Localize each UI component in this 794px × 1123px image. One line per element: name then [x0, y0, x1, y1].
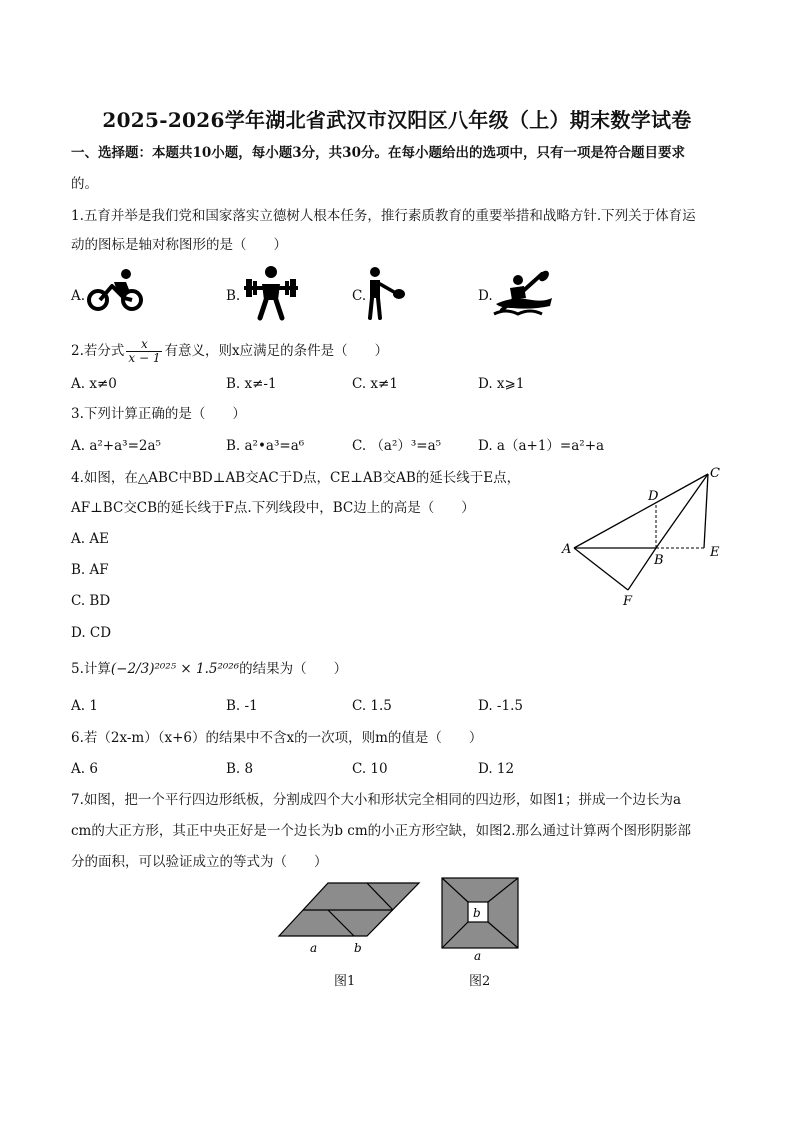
q1-option-a-label: A.: [71, 288, 86, 304]
q2-prefix: 2.若分式: [71, 343, 125, 359]
q1-option-d-label: D.: [478, 288, 493, 304]
q3-option-c: C. （a²）³=a⁵: [352, 438, 442, 454]
q5-option-d: D. -1.5: [478, 698, 523, 714]
q1-option-b-label: B.: [226, 288, 241, 304]
q4-option-c: C. BD: [71, 593, 111, 609]
section-heading-line2: 的。: [71, 176, 98, 192]
q5-stem: [71, 660, 347, 678]
q4-option-b: B. AF: [71, 562, 109, 578]
q4-option-d: D. CD: [71, 625, 112, 641]
weightlifter-icon: [242, 264, 300, 320]
kayaker-icon: [492, 270, 554, 316]
q4-label-f: F: [623, 594, 633, 609]
q2-option-d: D. x⩾1: [478, 376, 525, 392]
q4-label-a: A: [562, 542, 572, 557]
q1-option-c-label: C.: [352, 288, 367, 304]
q7-fig1-label-b: b: [354, 941, 362, 955]
q3-option-a: A. a²+a³=2a⁵: [71, 438, 161, 454]
q4-label-d: D: [648, 489, 659, 504]
q2-fraction-numerator: x: [126, 338, 162, 352]
q7-fig2-label-a: a: [474, 949, 482, 963]
q4-triangle-figure: [556, 462, 726, 612]
q2-option-c: C. x≠1: [352, 376, 398, 392]
q1-stem-line2: 动的图标是轴对称图形的是（ ）: [71, 237, 287, 253]
q3-option-d: D. a（a+1）=a²+a: [478, 438, 605, 454]
q7-figure2-square: [440, 876, 520, 962]
q4-label-c: C: [710, 466, 720, 481]
q4-label-e: E: [710, 545, 720, 560]
q7-fig1-label-a: a: [310, 941, 318, 955]
q4-stem-line2: AF⊥BC交CB的延长线于F点.下列线段中，BC边上的高是（ ）: [71, 500, 475, 516]
q7-figure1-parallelogram: [276, 880, 424, 956]
q5-option-c: C. 1.5: [352, 698, 392, 714]
q2-option-a: A. x≠0: [71, 376, 117, 392]
q7-stem-line3: 分的面积，可以验证成立的等式为（ ）: [71, 854, 328, 870]
q4-stem-line1: 4.如图，在△ABC中BD⊥AB交AC于D点，CE⊥AB交AB的延长线于E点，: [71, 470, 521, 486]
q3-stem: 3.下列计算正确的是（ ）: [71, 406, 246, 422]
q6-stem: 6.若（2x-m）（x+6）的结果中不含x的一次项，则m的值是（ ）: [71, 730, 483, 746]
q2-option-b: B. x≠-1: [226, 376, 277, 392]
q6-option-a: A. 6: [71, 761, 98, 777]
q2-fraction: [126, 338, 162, 365]
q5-expression: (−2/3)²⁰²⁵ × 1.5²⁰²⁶: [110, 661, 240, 677]
q2-suffix: 有意义，则x应满足的条件是（ ）: [164, 343, 389, 359]
cyclist-icon: [86, 268, 146, 314]
q5-prefix: 5.计算: [71, 661, 111, 677]
q6-option-c: C. 10: [352, 761, 388, 777]
q5-suffix: 的结果为（ ）: [239, 661, 348, 677]
pingpong-player-icon: [366, 266, 412, 320]
q1-stem-line1: 1.五育并举是我们党和国家落实立德树人根本任务，推行素质教育的重要举措和战略方针.下列关于体育运: [71, 208, 696, 224]
q2-stem: [71, 338, 388, 365]
q2-fraction-denominator: x − 1: [128, 351, 161, 365]
q7-figure1-caption: 图1: [334, 974, 356, 989]
q7-stem-line2: cm的大正方形，其正中央正好是一个边长为b cm的小正方形空缺，如图2.那么通过计算两个图形阴影部: [71, 823, 692, 839]
q6-option-b: B. 8: [226, 761, 254, 777]
q5-option-b: B. -1: [226, 698, 258, 714]
q4-option-a: A. AE: [71, 531, 109, 547]
q6-option-d: D. 12: [478, 761, 515, 777]
section-heading-line1: 一、选择题：本题共10小题，每小题3分，共30分。在每小题给出的选项中，只有一项是符合题目要求: [71, 145, 685, 161]
q4-label-b: B: [654, 553, 664, 568]
page-title: 2025-2026学年湖北省武汉市汉阳区八年级（上）期末数学试卷: [102, 108, 692, 132]
q3-option-b: B. a²•a³=a⁶: [226, 438, 305, 454]
q7-figure2-caption: 图2: [469, 974, 491, 989]
q7-fig2-label-b: b: [473, 906, 481, 920]
q5-option-a: A. 1: [71, 698, 98, 714]
q7-stem-line1: 7.如图，把一个平行四边形纸板，分割成四个大小和形状完全相同的四边形，如图1；拼成一个边长为a: [71, 792, 682, 808]
